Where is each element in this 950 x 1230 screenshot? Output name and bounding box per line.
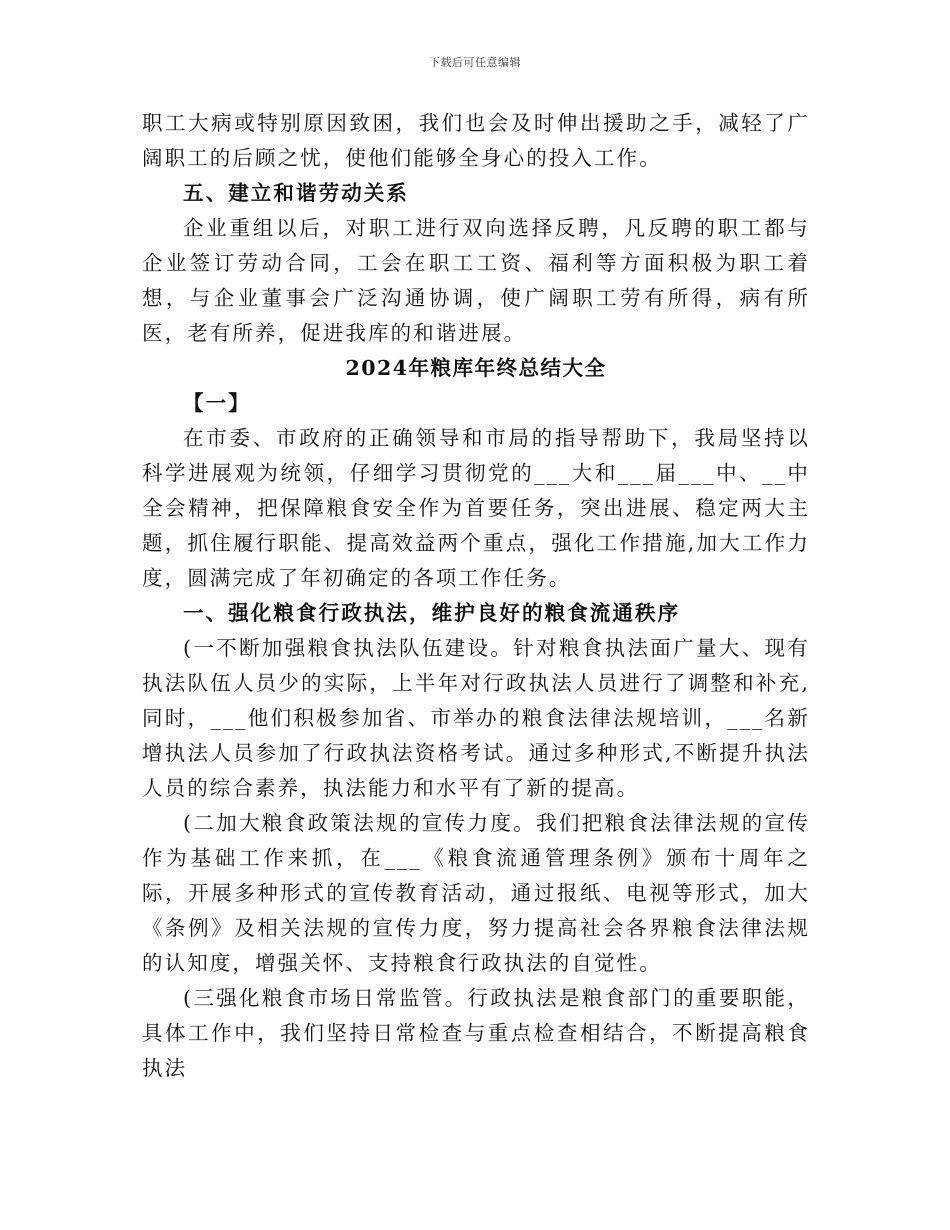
document-title: 2024年粮库年终总结大全 — [345, 356, 607, 380]
part-marker: 【一】 — [183, 391, 251, 415]
paragraph-item-2: (二加大粮食政策法规的宣传力度。我们把粮食法律法规的宣传作为基础工作来抓，在___《粮食流通管理条例》颁布十周年之际，开展多种形式的宣传教育活动，通过报纸、电视等形式，加大《条例》及相关法规的宣传力度，努力提高社会各界粮食法律法规的认知度，增强关怀、支持粮食行政执法的自觉性。 — [142, 811, 810, 975]
page-header-note: 下载后可任意编辑 — [429, 56, 521, 69]
section-heading-1: 一、强化粮食行政执法，维护良好的粮食流通秩序 — [183, 601, 681, 625]
paragraph-item-1: (一不断加强粮食执法队伍建设。针对粮食执法面广量大、现有执法队伍人员少的实际，上半年对行政执法人员进行了调整和补充,同时，___他们积极参加省、市举办的粮食法律法规培训，___名新增执法人员参加了行政执法资格考试。通过多种形式,不断提升执法人员的综合素养，执法能力和水平有了新的提高。 — [142, 636, 810, 800]
section-heading-5: 五、建立和谐劳动关系 — [183, 181, 409, 205]
paragraph-intro: 在市委、市政府的正确领导和市局的指导帮助下，我局坚持以科学进展观为统领，仔细学习贯彻党的___大和___届___中、__中全会精神，把保障粮食安全作为首要任务，突出进展、稳定两大主题，抓住履行职能、提高效益两个重点，强化工作措施,加大工作力度，圆满完成了年初确定的各项工作任务。 — [142, 426, 810, 590]
paragraph-item-3: (三强化粮食市场日常监管。行政执法是粮食部门的重要职能，具体工作中，我们坚持日常检查与重点检查相结合，不断提高粮食执法 — [142, 986, 810, 1080]
paragraph-labor-relations: 企业重组以后，对职工进行双向选择反聘，凡反聘的职工都与企业签订劳动合同，工会在职工工资、福利等方面积极为职工着想，与企业董事会广泛沟通协调，使广阔职工劳有所得，病有所医，老有所养，促进我库的和谐进展。 — [142, 216, 810, 345]
document-body — [142, 106, 810, 1086]
paragraph-continuation: 职工大病或特别原因致困，我们也会及时伸出援助之手，减轻了广阔职工的后顾之忧，使他们能够全身心的投入工作。 — [142, 111, 810, 170]
